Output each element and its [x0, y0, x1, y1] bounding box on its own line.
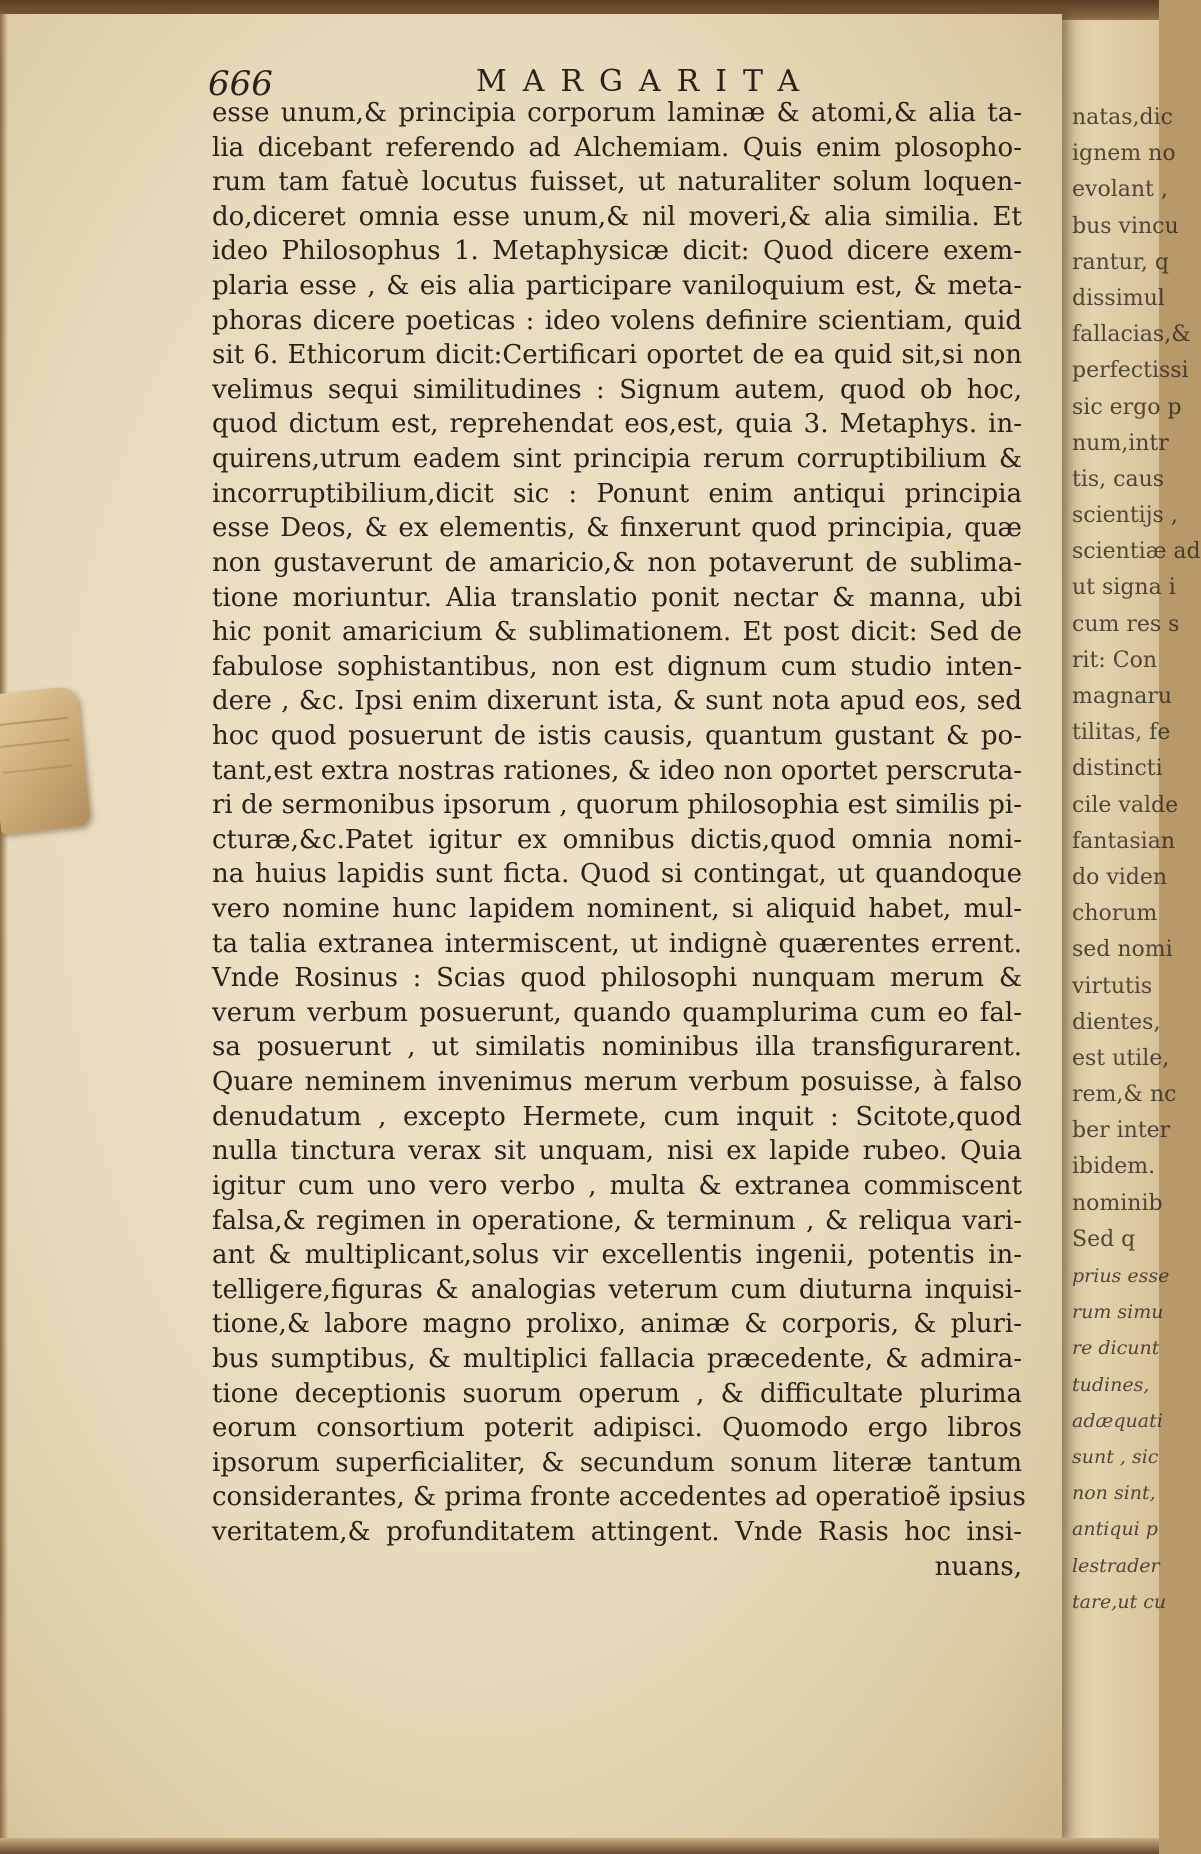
facing-page-line: antiqui p	[1072, 1518, 1158, 1541]
text-line: bus sumptibus, & multiplici fallacia præcedente, & admira-	[212, 1343, 1022, 1374]
facing-page-line: nominib	[1072, 1190, 1163, 1216]
facing-page-line: num,intr	[1072, 430, 1169, 456]
text-line: incorruptibilium,dicit sic : Ponunt enim antiqui principia	[212, 478, 1022, 509]
text-line: ipsorum superficialiter, & secundum sonum literæ tantum	[212, 1447, 1022, 1478]
facing-page-text	[1072, 100, 1201, 1660]
text-line: sa posuerunt , ut similatis nominibus illa transfigurarent.	[212, 1032, 1022, 1063]
text-line: phoras dicere poeticas : ideo volens definire scientiam, quid	[212, 305, 1022, 336]
facing-page-line: Sed q	[1072, 1226, 1136, 1252]
facing-page-line: rantur, q	[1072, 249, 1169, 275]
body-text	[212, 96, 1026, 1584]
text-line: igitur cum uno vero verbo , multa & extranea commiscent	[212, 1170, 1022, 1201]
text-line: Vnde Rosinus : Scias quod philosophi nunquam merum &	[212, 963, 1022, 994]
text-line: sit 6. Ethicorum dicit:Certificari oportet de ea quid sit,si non	[212, 340, 1022, 371]
bottom-edge	[0, 1838, 1159, 1854]
facing-page-line: perfectissi	[1072, 358, 1189, 384]
facing-page-line: cile valde	[1072, 792, 1179, 818]
text-line: ri de sermonibus ipsorum , quorum philosophia est similis pi-	[212, 790, 1022, 821]
page-number: 666	[208, 64, 273, 104]
text-line: esse unum,& principia corporum laminæ & atomi,& alia ta-	[212, 98, 1022, 128]
facing-page-line: tis, caus	[1072, 466, 1165, 492]
facing-page-line: distincti	[1072, 756, 1163, 782]
facing-page-line: ber inter	[1072, 1118, 1171, 1144]
facing-page-line: scientijs ,	[1072, 503, 1178, 529]
text-line: telligere,figuras & analogias veterum cum diuturna inquisi-	[212, 1274, 1022, 1305]
facing-page-line: fallacias,&	[1072, 322, 1191, 348]
facing-page-line: est utile,	[1072, 1045, 1170, 1071]
text-line: ant & multiplicant,solus vir excellentis ingenii, potentis in-	[212, 1240, 1022, 1271]
text-line: Quare neminem invenimus merum verbum posuisse, à falso	[212, 1067, 1022, 1098]
text-line: ideo Philosophus 1. Metaphysicæ dicit: Quod dicere exem-	[212, 236, 1022, 267]
facing-page-line: bus vincu	[1072, 213, 1179, 239]
facing-page-line: ignem no	[1072, 141, 1176, 167]
facing-page-line: sunt , sic	[1072, 1445, 1159, 1468]
facing-page-line: scientiæ ad	[1072, 539, 1201, 565]
text-line: vero nomine hunc lapidem nominent, si aliquid habet, mul-	[212, 894, 1022, 925]
text-line: falsa,& regimen in operatione, & terminum , & reliqua vari-	[212, 1205, 1022, 1236]
facing-page-line: evolant ,	[1072, 177, 1168, 203]
text-line: cturæ,&c.Patet igitur ex omnibus dictis,quod omnia nomi-	[212, 824, 1022, 855]
facing-page-line: tare,ut cu	[1072, 1590, 1167, 1613]
facing-page-line: sed nomi	[1072, 937, 1173, 963]
facing-page-line: sic ergo p	[1072, 394, 1182, 420]
text-line: tione deceptionis suorum operum , & difficultate plurima	[212, 1378, 1022, 1409]
facing-page-line: tudines,	[1072, 1373, 1150, 1396]
facing-page-line: tilitas, fe	[1072, 720, 1171, 746]
facing-page-line: rit: Con	[1072, 647, 1158, 673]
text-line: nuans,	[934, 1551, 1022, 1582]
text-line: considerantes, & prima fronte accedentes ad operatioẽ ipsius	[212, 1482, 1026, 1513]
text-line: ta talia extranea intermiscent, ut indignè quærentes errent.	[212, 928, 1022, 959]
text-line: hoc quod posuerunt de istis causis, quantum gustant & po-	[212, 720, 1022, 751]
facing-page-line: do viden	[1072, 864, 1168, 890]
facing-page-line: magnaru	[1072, 684, 1173, 709]
text-line: lia dicebant referendo ad Alchemiam. Quis enim plosopho-	[212, 132, 1022, 163]
text-line: eorum consortium poterit adipisci. Quomodo ergo libros	[212, 1413, 1022, 1444]
facing-page-line: fantasian	[1072, 828, 1175, 854]
facing-page-line: rem,& nc	[1072, 1082, 1177, 1108]
text-line: esse Deos, & ex elementis, & finxerunt quod principia, quæ	[212, 513, 1022, 544]
text-line: tione,& labore magno prolixo, animæ & corporis, & pluri-	[212, 1309, 1022, 1340]
running-title: MARGARITA	[476, 64, 816, 99]
text-line: velimus sequi similitudines : Signum autem, quod ob hoc,	[212, 374, 1022, 405]
facing-page-line: natas,dic	[1072, 105, 1173, 130]
facing-page-line: re dicunt	[1072, 1337, 1160, 1360]
text-line: na huius lapidis sunt ficta. Quod si contingat, ut quandoque	[212, 859, 1022, 890]
text-line: tant,est extra nostras rationes, & ideo non oportet perscruta-	[212, 755, 1022, 786]
facing-page-line: virtutis	[1072, 973, 1153, 999]
text-line: hic ponit amaricium & sublimationem. Et post dicit: Sed de	[212, 617, 1022, 648]
facing-page-line: cum res s	[1072, 611, 1180, 637]
text-line: verum verbum posuerunt, quando quamplurima cum eo fal-	[212, 997, 1022, 1028]
facing-page-line: ibidem.	[1072, 1154, 1156, 1180]
facing-page-line: dissimul	[1072, 285, 1165, 311]
text-line: tione moriuntur. Alia translatio ponit nectar & manna, ubi	[212, 582, 1022, 613]
page-gutter-shadow	[0, 14, 8, 1842]
facing-page-line: chorum	[1072, 901, 1158, 927]
text-line: dere , &c. Ipsi enim dixerunt ista, & sunt nota apud eos, sed	[212, 686, 1022, 717]
facing-page-line: dientes,	[1072, 1009, 1161, 1035]
facing-page-line: prius esse	[1072, 1265, 1170, 1287]
text-line: plaria esse , & eis alia participare vaniloquium est, & meta-	[212, 271, 1022, 302]
text-line: veritatem,& profunditatem attingent. Vnde Rasis hoc insi-	[212, 1516, 1022, 1547]
text-line: denudatum , excepto Hermete, cum inquit : Scitote,quod	[212, 1101, 1022, 1132]
text-line: do,diceret omnia esse unum,& nil moveri,& alia similia. Et	[212, 201, 1022, 232]
text-line: rum tam fatuè locutus fuisset, ut naturaliter solum loquen-	[212, 167, 1022, 198]
facing-page-line: rum simu	[1072, 1301, 1164, 1324]
facing-page-line: ut signa i	[1072, 575, 1176, 601]
text-line: nulla tinctura verax sit unquam, nisi ex lapide rubeo. Quia	[212, 1136, 1022, 1167]
text-line: quod dictum est, reprehendat eos,est, quia 3. Metaphys. in-	[212, 409, 1022, 440]
text-line: quirens,utrum eadem sint principia rerum corruptibilium &	[212, 444, 1022, 475]
facing-page-line: lestrader	[1072, 1554, 1160, 1577]
paper-bookmark-tab	[0, 686, 91, 835]
facing-page-line: non sint,	[1072, 1482, 1156, 1505]
text-line: fabulose sophistantibus, non est dignum cum studio inten-	[212, 651, 1022, 682]
facing-page-line: adæquati	[1072, 1409, 1163, 1432]
text-line: non gustaverunt de amaricio,& non potaverunt de sublima-	[212, 547, 1022, 578]
